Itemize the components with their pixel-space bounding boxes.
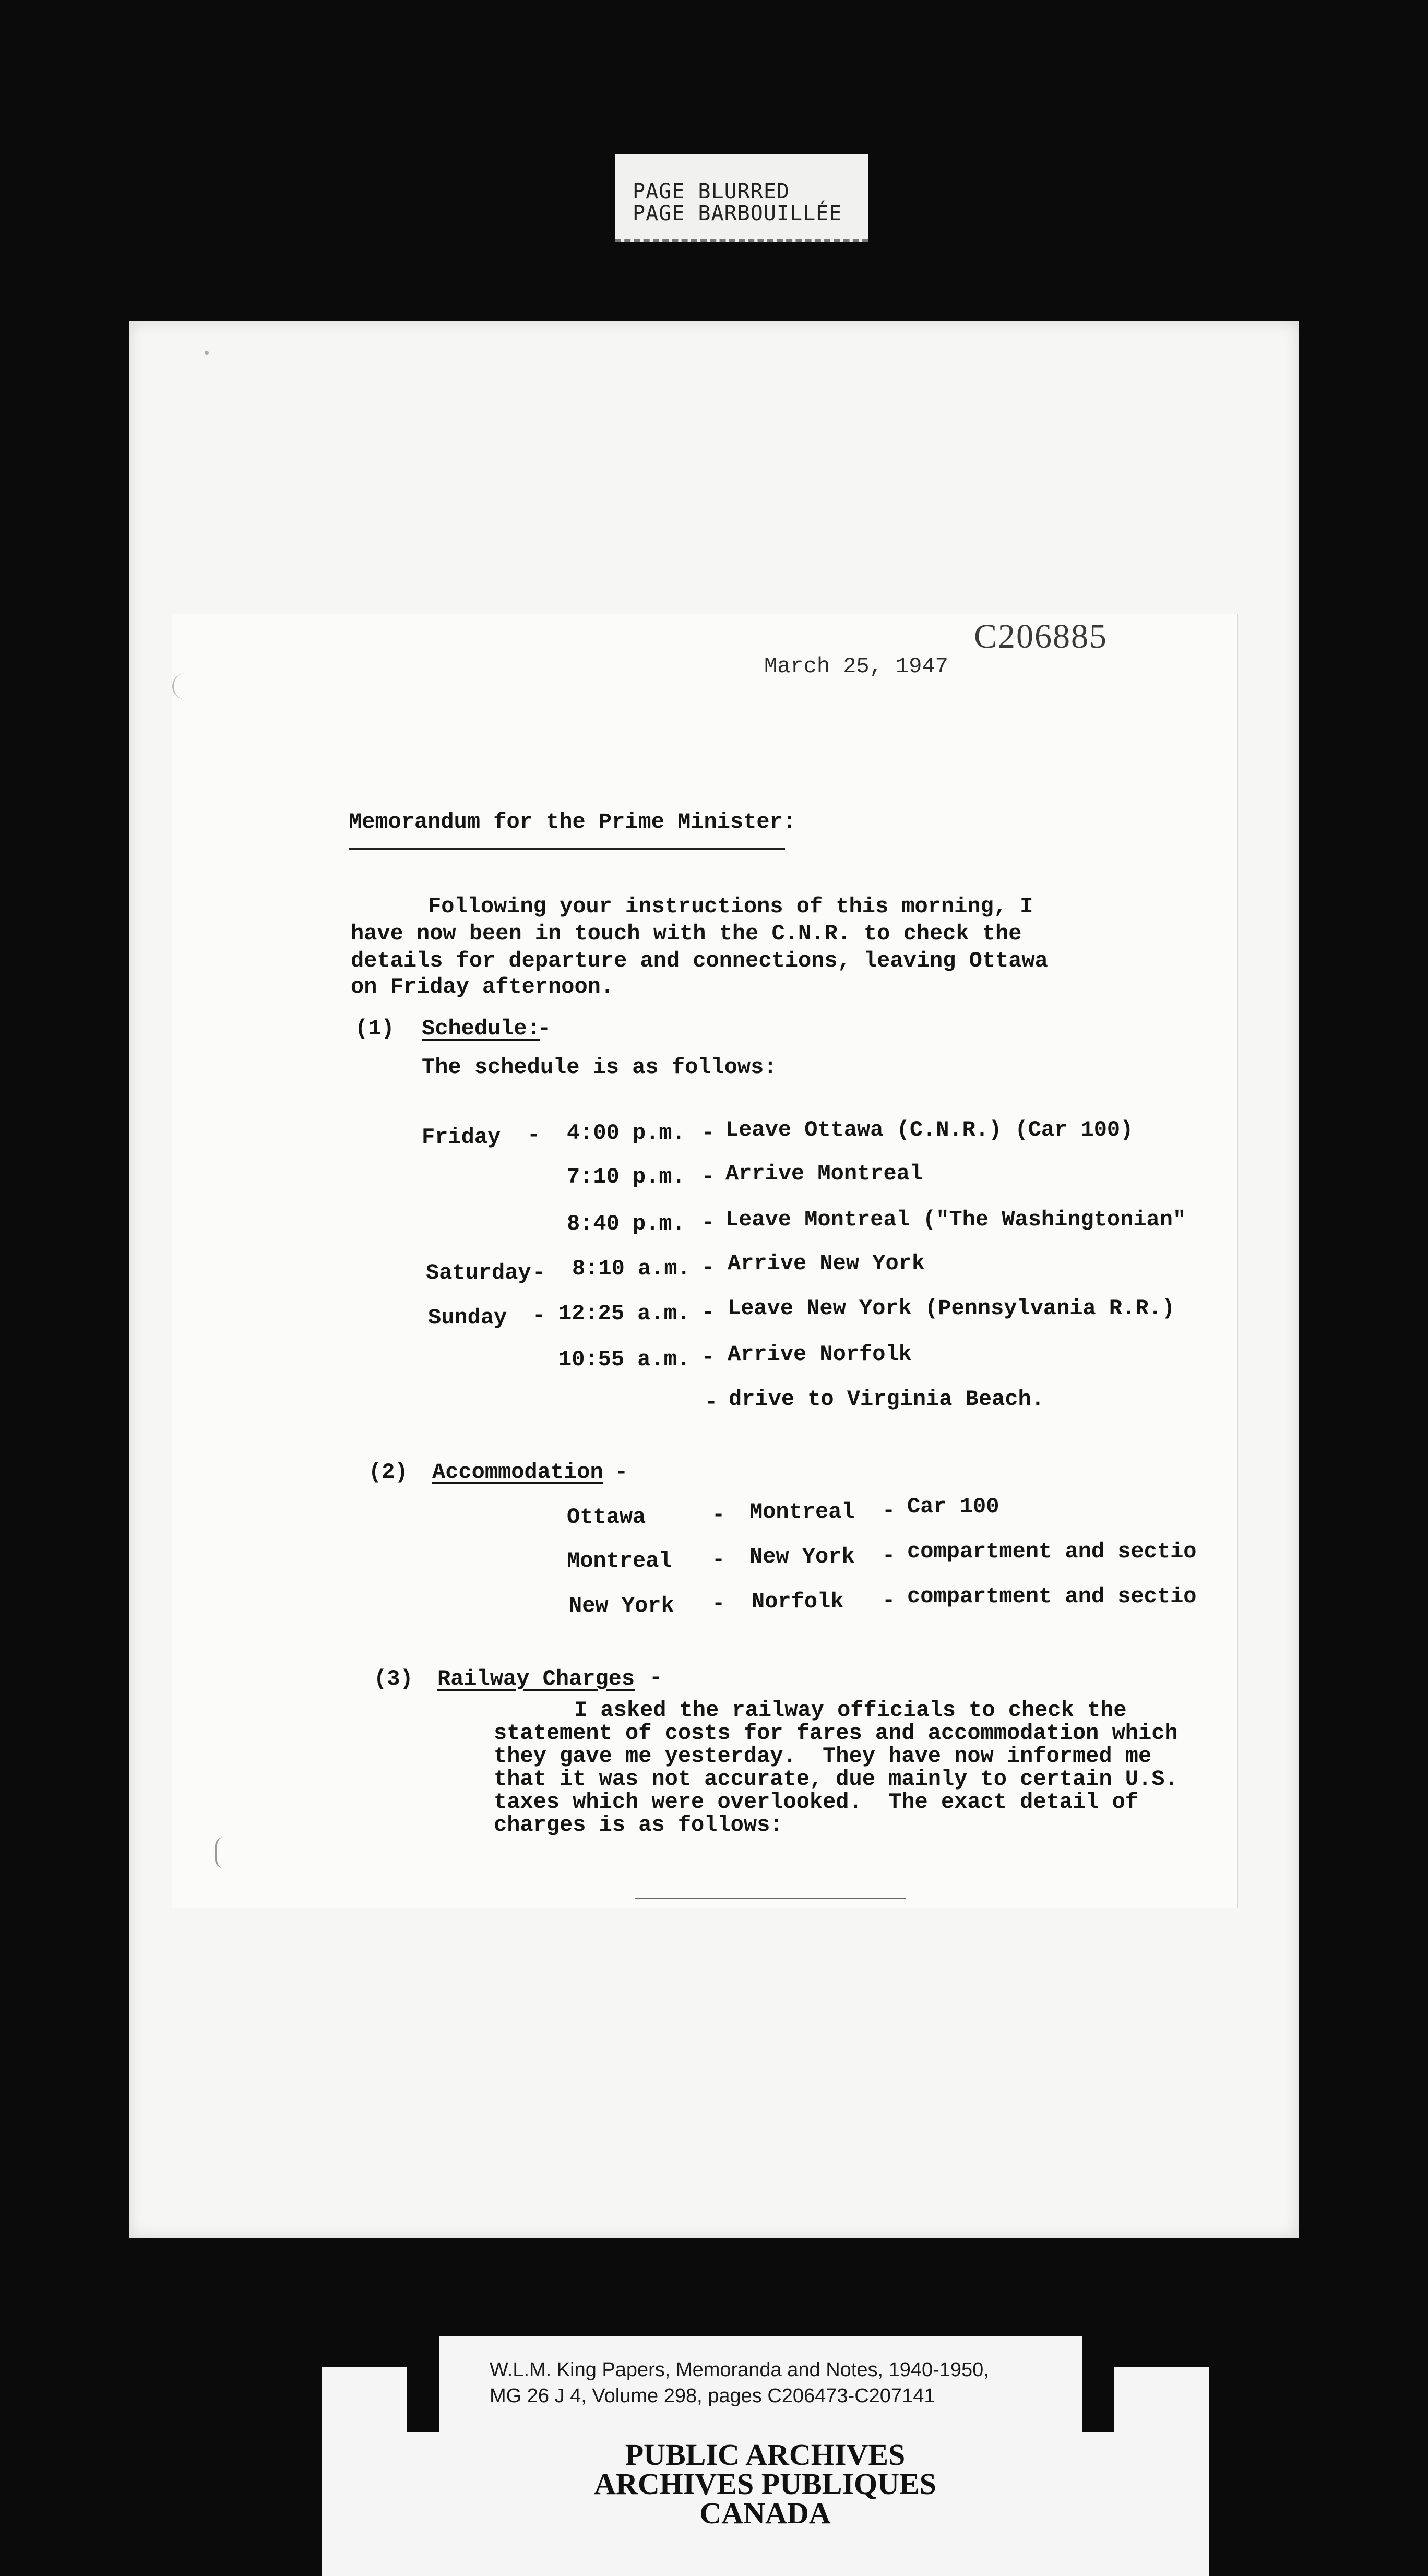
- archive-line-country: CANADA: [699, 2496, 831, 2530]
- intro-line: Following your instructions of this morning, I: [428, 894, 1033, 919]
- schedule-time: 8:10 a.m.: [572, 1256, 691, 1281]
- accommodation-dash: -: [882, 1498, 896, 1523]
- charges-line: statement of costs for fares and accommodation which: [494, 1721, 1178, 1746]
- accommodation-dash: -: [882, 1588, 896, 1613]
- charges-line: charges is as follows:: [494, 1812, 783, 1838]
- film-mark: [172, 673, 216, 699]
- stamp-line-english: PAGE BLURRED: [633, 180, 790, 204]
- section-3-title: Railway Charges: [437, 1666, 635, 1691]
- archive-line-english: PUBLIC ARCHIVES: [625, 2438, 906, 2472]
- schedule-day: Friday: [422, 1125, 501, 1150]
- page-blurred-stamp: [615, 154, 868, 242]
- schedule-sep: -: [701, 1120, 715, 1146]
- document-number: C206885: [974, 617, 1108, 655]
- film-mark: [215, 1837, 233, 1868]
- schedule-desc: drive to Virginia Beach.: [729, 1387, 1044, 1412]
- schedule-sep: -: [701, 1300, 715, 1325]
- schedule-sep: -: [701, 1164, 715, 1189]
- schedule-desc: Arrive Montreal: [725, 1161, 923, 1186]
- accommodation-from: New York: [569, 1593, 674, 1618]
- page-end-rule: [635, 1898, 906, 1899]
- accommodation-to: New York: [749, 1544, 855, 1569]
- accommodation-dash: -: [712, 1591, 725, 1616]
- schedule-day: Saturday: [426, 1260, 531, 1285]
- film-speck: [205, 351, 209, 355]
- memo-heading: Memorandum for the Prime Minister:: [349, 809, 796, 834]
- label-notch: [1082, 2364, 1114, 2432]
- section-1-number: (1): [355, 1016, 395, 1041]
- schedule-desc: Leave Montreal ("The Washingtonian": [725, 1207, 1186, 1232]
- accommodation-dash: -: [712, 1502, 725, 1528]
- reference-label: [439, 2336, 1082, 2430]
- accommodation-from: Ottawa: [567, 1505, 646, 1530]
- accommodation-to: Montreal: [749, 1499, 855, 1524]
- schedule-day-dash: -: [532, 1303, 546, 1328]
- charges-line: taxes which were overlooked. The exact detail of: [494, 1790, 1139, 1815]
- section-1-title: Schedule:: [422, 1016, 540, 1041]
- schedule-time: 10:55 a.m.: [558, 1347, 691, 1372]
- accommodation-detail: compartment and sectio: [907, 1539, 1197, 1564]
- section-3-number: (3): [374, 1666, 413, 1691]
- accommodation-detail: Car 100: [907, 1494, 999, 1519]
- schedule-day-dash: -: [527, 1123, 541, 1148]
- schedule-time: 7:10 p.m.: [567, 1164, 685, 1189]
- schedule-day: Sunday: [428, 1305, 507, 1330]
- schedule-lead: The schedule is as follows:: [422, 1055, 777, 1080]
- schedule-sep: -: [701, 1345, 715, 1370]
- reference-line-collection: W.L.M. King Papers, Memoranda and Notes, 1940-1950,: [490, 2359, 989, 2381]
- charges-line: they gave me yesterday. They have now informed me: [494, 1744, 1152, 1769]
- section-3-title-dash: -: [649, 1665, 663, 1690]
- schedule-time: 8:40 p.m.: [567, 1211, 685, 1236]
- reference-line-volume: MG 26 J 4, Volume 298, pages C206473-C207141: [490, 2385, 935, 2407]
- section-2-title: Accommodation: [432, 1460, 603, 1485]
- accommodation-dash: -: [712, 1547, 725, 1572]
- schedule-day-dash: -: [532, 1260, 546, 1285]
- accommodation-to: Norfolk: [752, 1589, 844, 1614]
- archive-line-french: ARCHIVES PUBLIQUES: [594, 2467, 936, 2501]
- schedule-sep: -: [701, 1210, 715, 1235]
- heading-rule: [349, 848, 785, 850]
- schedule-desc: Leave Ottawa (C.N.R.) (Car 100): [725, 1117, 1134, 1142]
- charges-line: I asked the railway officials to check the: [574, 1698, 1127, 1723]
- accommodation-detail: compartment and sectio: [907, 1584, 1197, 1609]
- schedule-sep: -: [705, 1390, 718, 1415]
- section-2-number: (2): [368, 1460, 408, 1485]
- schedule-sep: -: [701, 1255, 715, 1280]
- stamp-line-french: PAGE BARBOUILLÉE: [633, 201, 842, 225]
- charges-line: that it was not accurate, due mainly to certain U.S.: [494, 1767, 1178, 1792]
- section-1-title-dash: -: [538, 1016, 551, 1041]
- schedule-desc: Leave New York (Pennsylvania R.R.): [728, 1296, 1175, 1321]
- section-2-title-dash: -: [615, 1460, 628, 1485]
- archive-name: [322, 2440, 1209, 2528]
- label-notch: [407, 2364, 439, 2432]
- accommodation-dash: -: [882, 1543, 896, 1568]
- intro-line: on Friday afternoon.: [351, 974, 614, 999]
- schedule-desc: Arrive New York: [728, 1251, 925, 1276]
- accommodation-from: Montreal: [567, 1548, 672, 1573]
- intro-line: have now been in touch with the C.N.R. to check the: [351, 921, 1022, 946]
- schedule-time: 4:00 p.m.: [567, 1120, 685, 1146]
- memo-date: March 25, 1947: [764, 654, 948, 679]
- schedule-time: 12:25 a.m.: [558, 1301, 691, 1326]
- schedule-desc: Arrive Norfolk: [728, 1342, 912, 1367]
- intro-line: details for departure and connections, leaving Ottawa: [351, 948, 1048, 973]
